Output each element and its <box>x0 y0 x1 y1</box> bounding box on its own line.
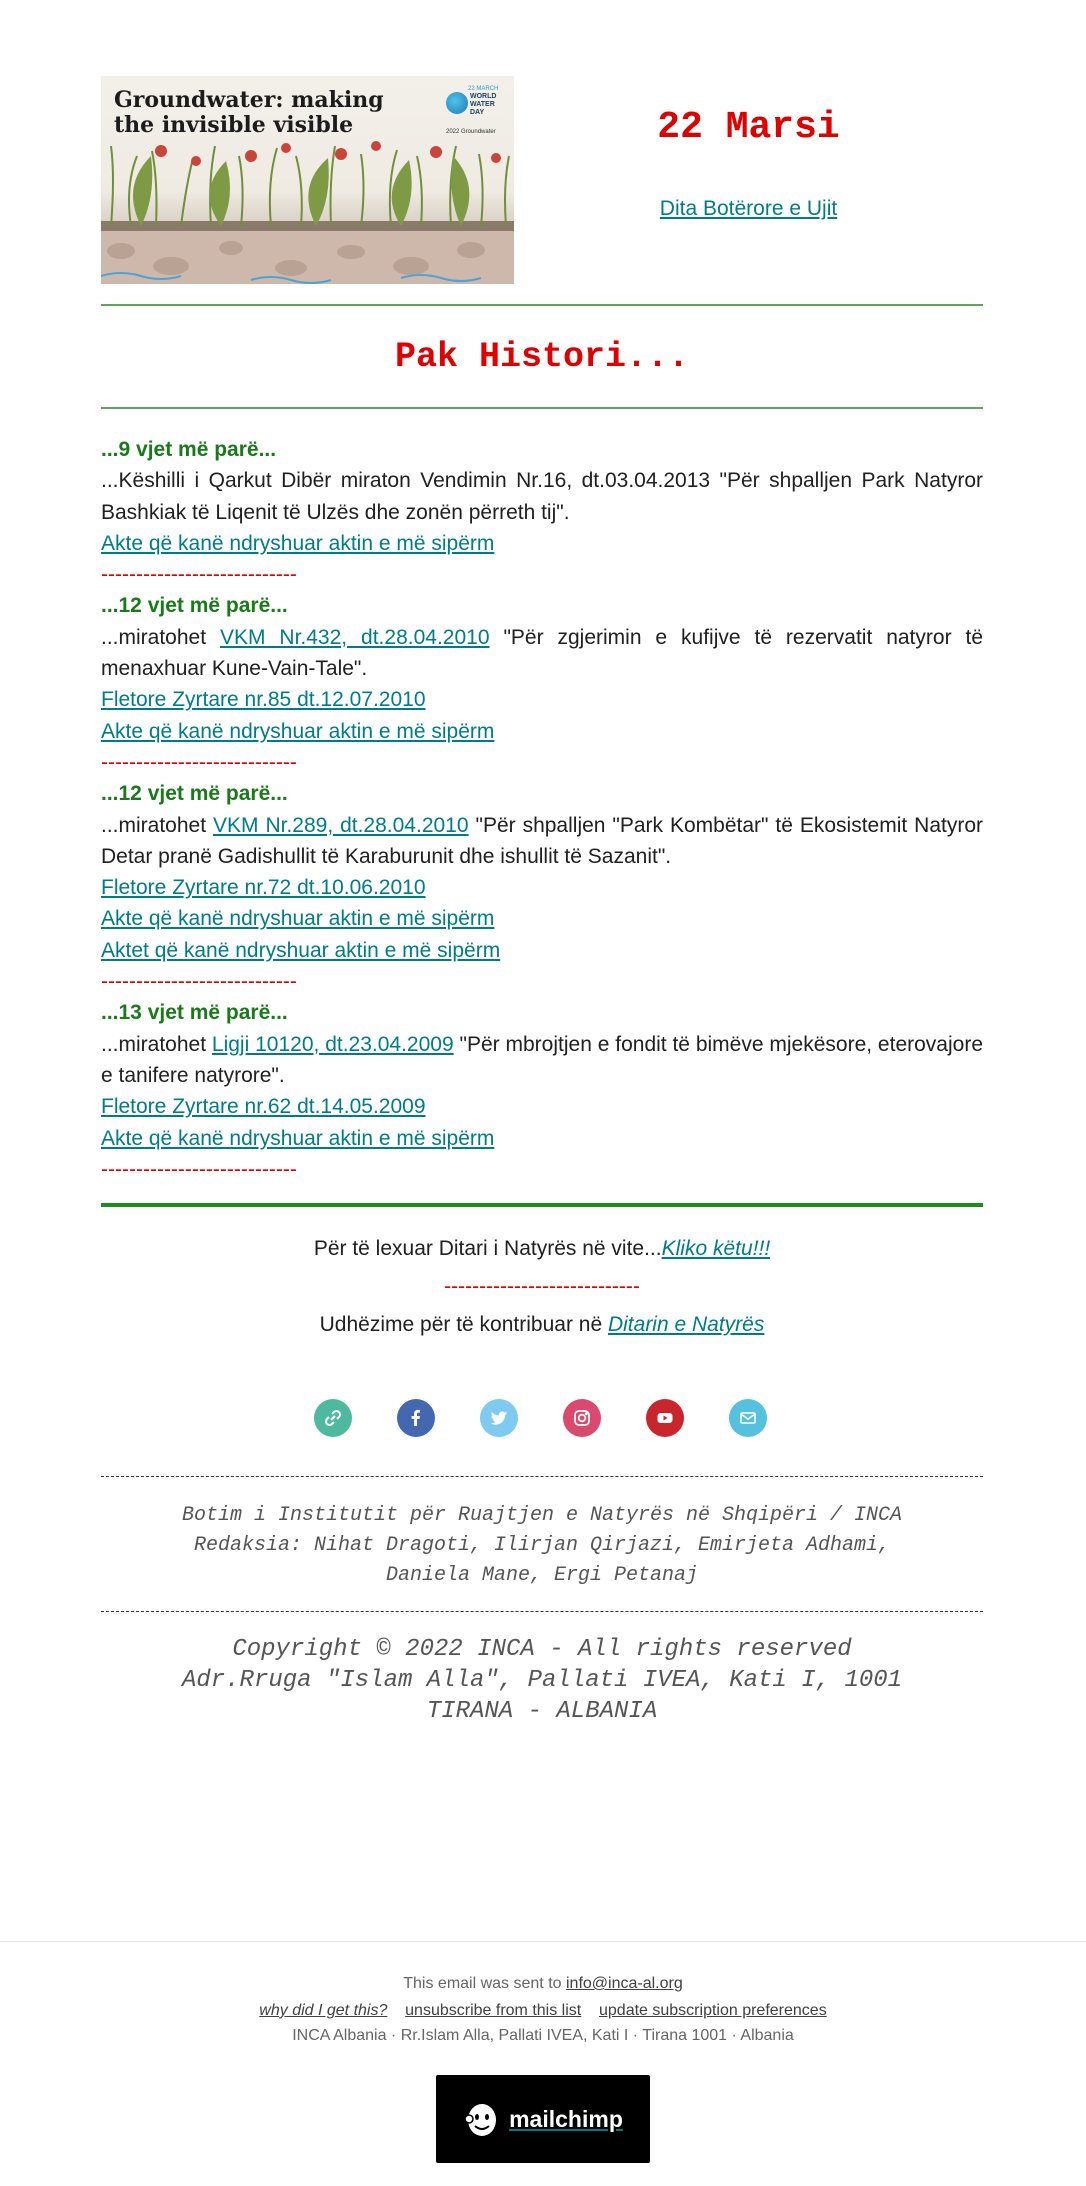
entry-link[interactable]: Akte që kanë ndryshuar aktin e më sipërm <box>101 531 495 555</box>
entry-link[interactable]: Akte që kanë ndryshuar aktin e më sipërm <box>101 1126 495 1150</box>
sender-address: INCA Albania · Rr.Islam Alla, Pallati IVEA, Kati I · Tirana 1001 · Albania <box>292 2027 794 2044</box>
mailchimp-badge[interactable] <box>436 2075 650 2163</box>
date-subtitle <box>514 197 983 221</box>
entry-heading: ...12 vjet më parë... <box>101 594 288 618</box>
globe-icon <box>446 92 468 114</box>
why-link[interactable]: why did I get this? <box>259 2002 388 2019</box>
header <box>101 76 983 284</box>
freddie-icon <box>463 2099 501 2139</box>
entry-heading: ...13 vjet më parë... <box>101 1001 288 1025</box>
divider <box>101 407 983 409</box>
entry-inline-link[interactable]: Ligji 10120, dt.23.04.2009 <box>211 1032 454 1056</box>
entry-heading: ...12 vjet më parë... <box>101 782 288 806</box>
section-title: Pak Histori... <box>394 337 690 377</box>
entry-inline-link[interactable]: VKM Nr.432, dt.28.04.2010 <box>219 625 490 649</box>
sent-to-line: This email was sent to info@inca-al.org <box>403 1975 683 1992</box>
history-entry <box>101 434 983 590</box>
twitter-icon[interactable] <box>480 1399 518 1437</box>
entry-link[interactable]: Fletore Zyrtare nr.85 dt.12.07.2010 <box>101 688 426 712</box>
publisher-credits: Botim i Institutit për Ruajtjen e Natyrës në Shqipëri / INCA Redaksia: Nihat Dragoti, Ilirjan Qirjazi, Emirjeta Adhami, Daniela Mane, Ergi Petanaj <box>181 1504 903 1587</box>
instagram-icon[interactable] <box>563 1399 601 1437</box>
copyright-block: Copyright © 2022 INCA - All rights reserved Adr.Rruga "Islam Alla", Pallati IVEA, Kati I, 1001 TIRANA - ALBANIA <box>181 1636 903 1725</box>
separator: ---------------------------- <box>444 1275 640 1298</box>
date-title: 22 Marsi <box>657 106 840 149</box>
entry-inline-link[interactable]: VKM Nr.289, dt.28.04.2010 <box>213 813 469 837</box>
entry-link[interactable]: Fletore Zyrtare nr.72 dt.10.06.2010 <box>101 876 426 900</box>
entry-heading: ...9 vjet më parë... <box>101 438 277 461</box>
divider <box>101 1203 983 1207</box>
unsubscribe-link[interactable]: unsubscribe from this list <box>405 2002 582 2019</box>
facebook-icon[interactable] <box>397 1399 435 1437</box>
entry-link[interactable]: Akte që kanë ndryshuar aktin e më sipërm <box>101 719 495 743</box>
world-water-day-link[interactable]: Dita Botërore e Ujit <box>659 197 838 220</box>
history-entry <box>101 997 983 1185</box>
update-preferences-link[interactable]: update subscription preferences <box>599 2002 827 2019</box>
entry-text: ...miratohet VKM Nr.432, dt.28.04.2010 "Për zgjerimin e kufijve të rezervatit natyror të menaxhuar Kune-Vain-Tale". <box>101 625 983 681</box>
entry-text: ...Këshilli i Qarkut Dibër miraton Vendimin Nr.16, dt.03.04.2013 "Për shpalljen Park Natyror Bashkiak të Liqenit të Ulzës dhe zonën përreth tij". <box>101 469 983 524</box>
entry-link[interactable]: Fletore Zyrtare nr.62 dt.14.05.2009 <box>101 1095 426 1119</box>
social-links <box>101 1399 983 1437</box>
history-entry <box>101 778 983 997</box>
mailchimp-footer <box>0 1941 1086 2186</box>
separator: ---------------------------- <box>101 970 297 994</box>
subscription-links <box>0 2002 1086 2020</box>
entry-link[interactable]: Aktet që kanë ndryshuar aktin e më sipërm <box>101 938 501 962</box>
link-icon[interactable] <box>314 1399 352 1437</box>
history-list <box>101 434 983 1185</box>
divider <box>101 304 983 306</box>
mailchimp-wordmark: mailchimp <box>509 2105 623 2132</box>
archive-note: Për të lexuar Ditari i Natyrës në vite...Kliko këtu!!! <box>313 1237 771 1260</box>
archive-link[interactable]: Kliko këtu!!! <box>661 1237 771 1260</box>
history-entry <box>101 590 983 778</box>
entry-text: ...miratohet VKM Nr.289, dt.28.04.2010 "Për shpalljen "Park Kombëtar" të Ekosistemit Natyror Detar pranë Gadishullit të Karaburunit dhe ishullit të Sazanit". <box>101 813 984 868</box>
divider <box>101 1476 983 1477</box>
contribute-note: Udhëzime për të kontribuar në Ditarin e Natyrës <box>319 1313 765 1336</box>
separator: ---------------------------- <box>101 1157 297 1181</box>
youtube-icon[interactable] <box>646 1399 684 1437</box>
recipient-email-link[interactable]: info@inca-al.org <box>565 1975 683 1992</box>
entry-text: ...miratohet Ligji 10120, dt.23.04.2009 "Për mbrojtjen e fondit të bimëve mjekësore, eterovajore e tanifere natyrore". <box>101 1032 983 1087</box>
separator: ---------------------------- <box>101 750 297 774</box>
contribute-link[interactable]: Ditarin e Natyrës <box>607 1313 765 1336</box>
separator: ---------------------------- <box>101 563 297 587</box>
entry-link[interactable]: Akte që kanë ndryshuar aktin e më sipërm <box>101 907 495 931</box>
email-icon[interactable] <box>729 1399 767 1437</box>
world-water-day-banner: Groundwater: making the invisible visible 22 MARCH WORLD WATER DAY 2022 Groundwater <box>101 76 514 284</box>
divider <box>101 1611 983 1612</box>
banner-title: Groundwater: making the invisible visible <box>114 87 384 138</box>
